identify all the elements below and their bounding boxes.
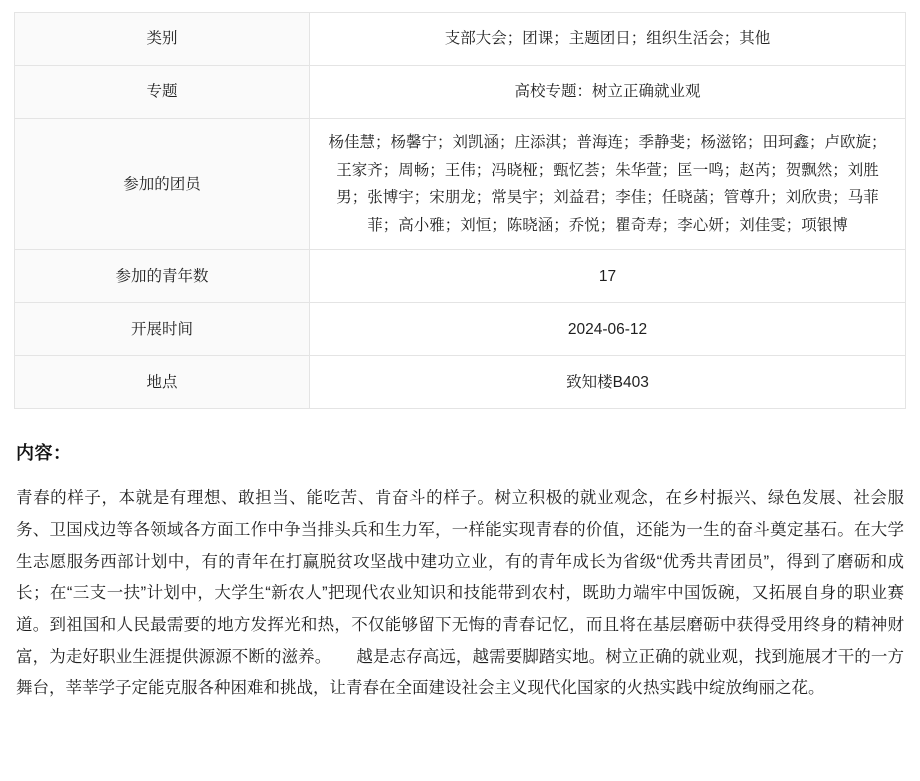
table-row bbox=[15, 119, 906, 250]
table-row bbox=[15, 303, 906, 356]
row-value-topic: 高校专题：树立正确就业观 bbox=[310, 66, 906, 119]
row-value-members: 杨佳慧；杨馨宁；刘凯涵；庄添淇；普海连；季静斐；杨滋铭；田珂鑫；卢欧旋；王家齐；周畅；王伟；冯晓桠；甄忆荟；朱华萱；匡一鸣；赵芮；贺飘然；刘胜男；张博宇；宋朋龙；常昊宇；刘益君；李佳；任晓菡；管尊升；刘欣贵；马菲菲；高小雅；刘恒；陈晓涵；乔悦；瞿奇寿；李心妍；刘佳雯；项银博 bbox=[310, 119, 906, 250]
row-value-date: 2024-06-12 bbox=[310, 303, 906, 356]
table-row bbox=[15, 13, 906, 66]
table-body bbox=[15, 13, 906, 409]
activity-info-table bbox=[14, 12, 906, 409]
content-section-title: 内容： bbox=[16, 443, 72, 464]
content-section-body: 青春的样子，本就是有理想、敢担当、能吃苦、肯奋斗的样子。树立积极的就业观念，在乡村振兴、绿色发展、社会服务、卫国戍边等各领域各方面工作中争当排头兵和生力军，一样能实现青春的价值，还能为一生的奋斗奠定基石。在大学生志愿服务西部计划中，有的青年在打赢脱贫攻坚战中建功立业，有的青年成长为省级“优秀共青团员”，得到了磨砺和成长；在“三支一扶”计划中，大学生“新农人”把现代农业知识和技能带到农村，既助力端牢中国饭碗，又拓展自身的职业赛道。到祖国和人民最需要的地方发挥光和热，不仅能够留下无悔的青春记忆，而且将在基层磨砺中获得受用终身的精神财富，为走好职业生涯提供源源不断的滋养。 越是志存高远，越需要脚踏实地。树立正确的就业观，找到施展才干的一方舞台，莘莘学子定能克服各种困难和挑战，让青春在全面建设社会主义现代化国家的火热实践中绽放绚丽之花。 bbox=[16, 489, 904, 698]
row-label-topic: 专题 bbox=[15, 66, 310, 119]
row-value-category: 支部大会；团课；主题团日；组织生活会；其他 bbox=[310, 13, 906, 66]
row-label-members: 参加的团员 bbox=[15, 119, 310, 250]
table-row bbox=[15, 356, 906, 409]
row-label-date: 开展时间 bbox=[15, 303, 310, 356]
row-value-youth-count: 17 bbox=[310, 250, 906, 303]
table-row bbox=[15, 66, 906, 119]
row-label-youth-count: 参加的青年数 bbox=[15, 250, 310, 303]
row-value-location: 致知楼B403 bbox=[310, 356, 906, 409]
row-label-category: 类别 bbox=[15, 13, 310, 66]
table-row bbox=[15, 250, 906, 303]
row-label-location: 地点 bbox=[15, 356, 310, 409]
